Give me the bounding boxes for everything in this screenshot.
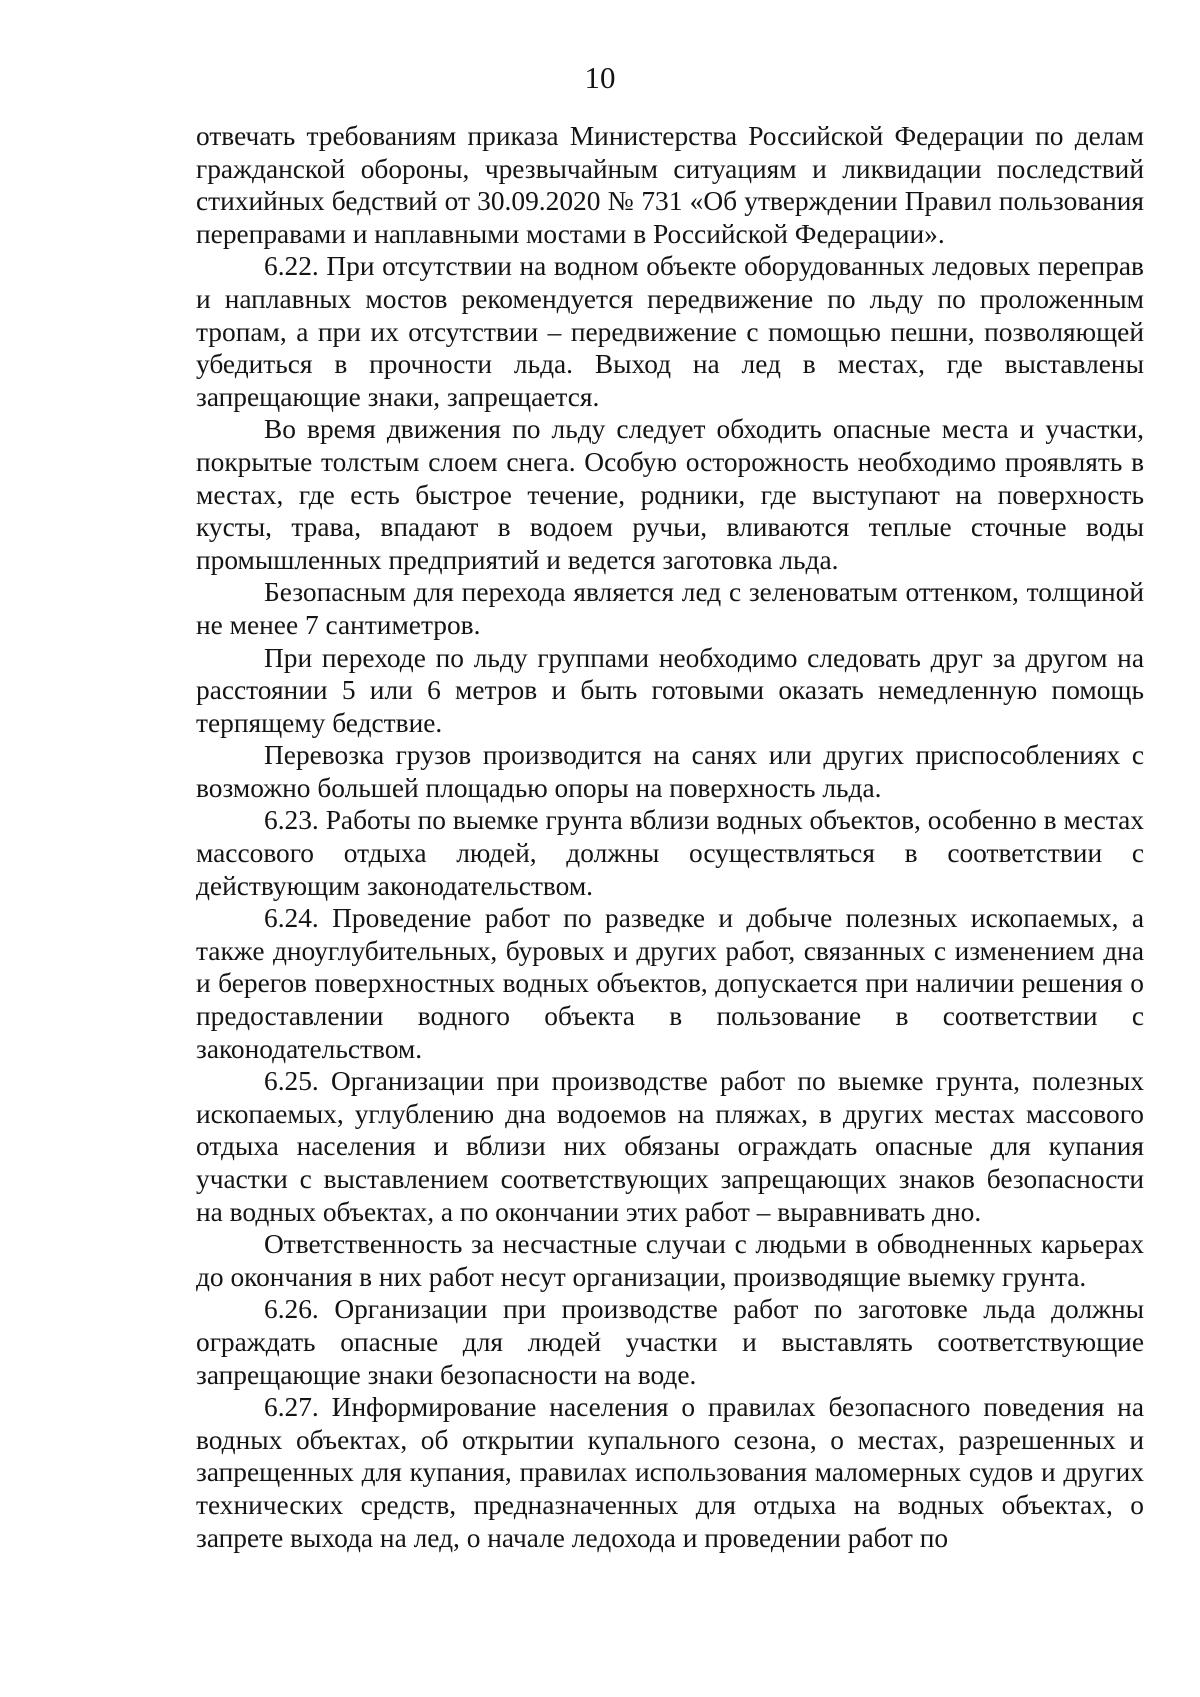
paragraph-group-crossing: При переходе по льду группами необходимо следовать друг за другом на расстоянии 5 или 6 метров и быть готовыми оказать немедленную помощь терпящему бедствие. xyxy=(196,642,1144,738)
paragraph-6-27: 6.27. Информирование населения о правилах безопасного поведения на водных объектах, об открытии купального сезона, о местах, разрешенных и запрещенных для купания, правилах использования маломерных судов и других технических средств, предназначенных для отдыха на водных объектах, о запрете выхода на лед, о начале ледохода и проведении работ по xyxy=(196,1392,1144,1553)
paragraph-cargo-transport: Перевозка грузов производится на санях или других приспособлениях с возможно большей площадью опоры на поверхность льда. xyxy=(196,740,1144,803)
document-body xyxy=(196,120,1144,1554)
paragraph-responsibility: Ответственность за несчастные случаи с людьми в обводненных карьерах до окончания в них работ несут организации, производящие выемку грунта. xyxy=(196,1229,1144,1292)
paragraph-6-23: 6.23. Работы по выемке грунта вблизи водных объектов, особенно в местах массового отдыха людей, должны осуществляться в соответствии с действующим законодательством. xyxy=(196,805,1144,901)
paragraph-continuation: отвечать требованиям приказа Министерства Российской Федерации по делам гражданской обороны, чрезвычайным ситуациям и ликвидации последствий стихийных бедствий от 30.09.2020 № 731 «Об утверждении Правил пользования переправами и наплавными мостами в Российской Федерации». xyxy=(196,121,1144,249)
paragraph-6-22: 6.22. При отсутствии на водном объекте оборудованных ледовых переправ и наплавных мостов рекомендуется передвижение по льду по проложенным тропам, а при их отсутствии – передвижение с помощью пешни, позволяющей убедиться в прочности льда. Выход на лед в местах, где выставлены запрещающие знаки, запрещается. xyxy=(196,251,1144,412)
paragraph-6-25: 6.25. Организации при производстве работ по выемке грунта, полезных ископаемых, углублению дна водоемов на пляжах, в других местах массового отдыха населения и вблизи них обязаны ограждать опасные для купания участки с выставлением соответствующих запрещающих знаков безопасности на водных объектах, а по окончании этих работ – выравнивать дно. xyxy=(196,1066,1144,1227)
page-number: 10 xyxy=(584,60,616,95)
paragraph-safe-ice: Безопасным для перехода является лед с зеленоватым оттенком, толщиной не менее 7 сантиметров. xyxy=(196,577,1144,640)
paragraph-6-26: 6.26. Организации при производстве работ по заготовке льда должны ограждать опасные для людей участки и выставлять соответствующие запрещающие знаки безопасности на воде. xyxy=(196,1294,1144,1390)
paragraph-ice-movement: Во время движения по льду следует обходить опасные места и участки, покрытые толстым слоем снега. Особую осторожность необходимо проявлять в местах, где есть быстрое течение, родники, где выступают на поверхность кусты, трава, впадают в водоем ручьи, вливаются теплые сточные воды промышленных предприятий и ведется заготовка льда. xyxy=(196,414,1144,575)
paragraph-6-24: 6.24. Проведение работ по разведке и добыче полезных ископаемых, а также дноуглубительных, буровых и других работ, связанных с изменением дна и берегов поверхностных водных объектов, допускается при наличии решения о предоставлении водного объекта в пользование в соответствии с законодательством. xyxy=(196,903,1144,1064)
